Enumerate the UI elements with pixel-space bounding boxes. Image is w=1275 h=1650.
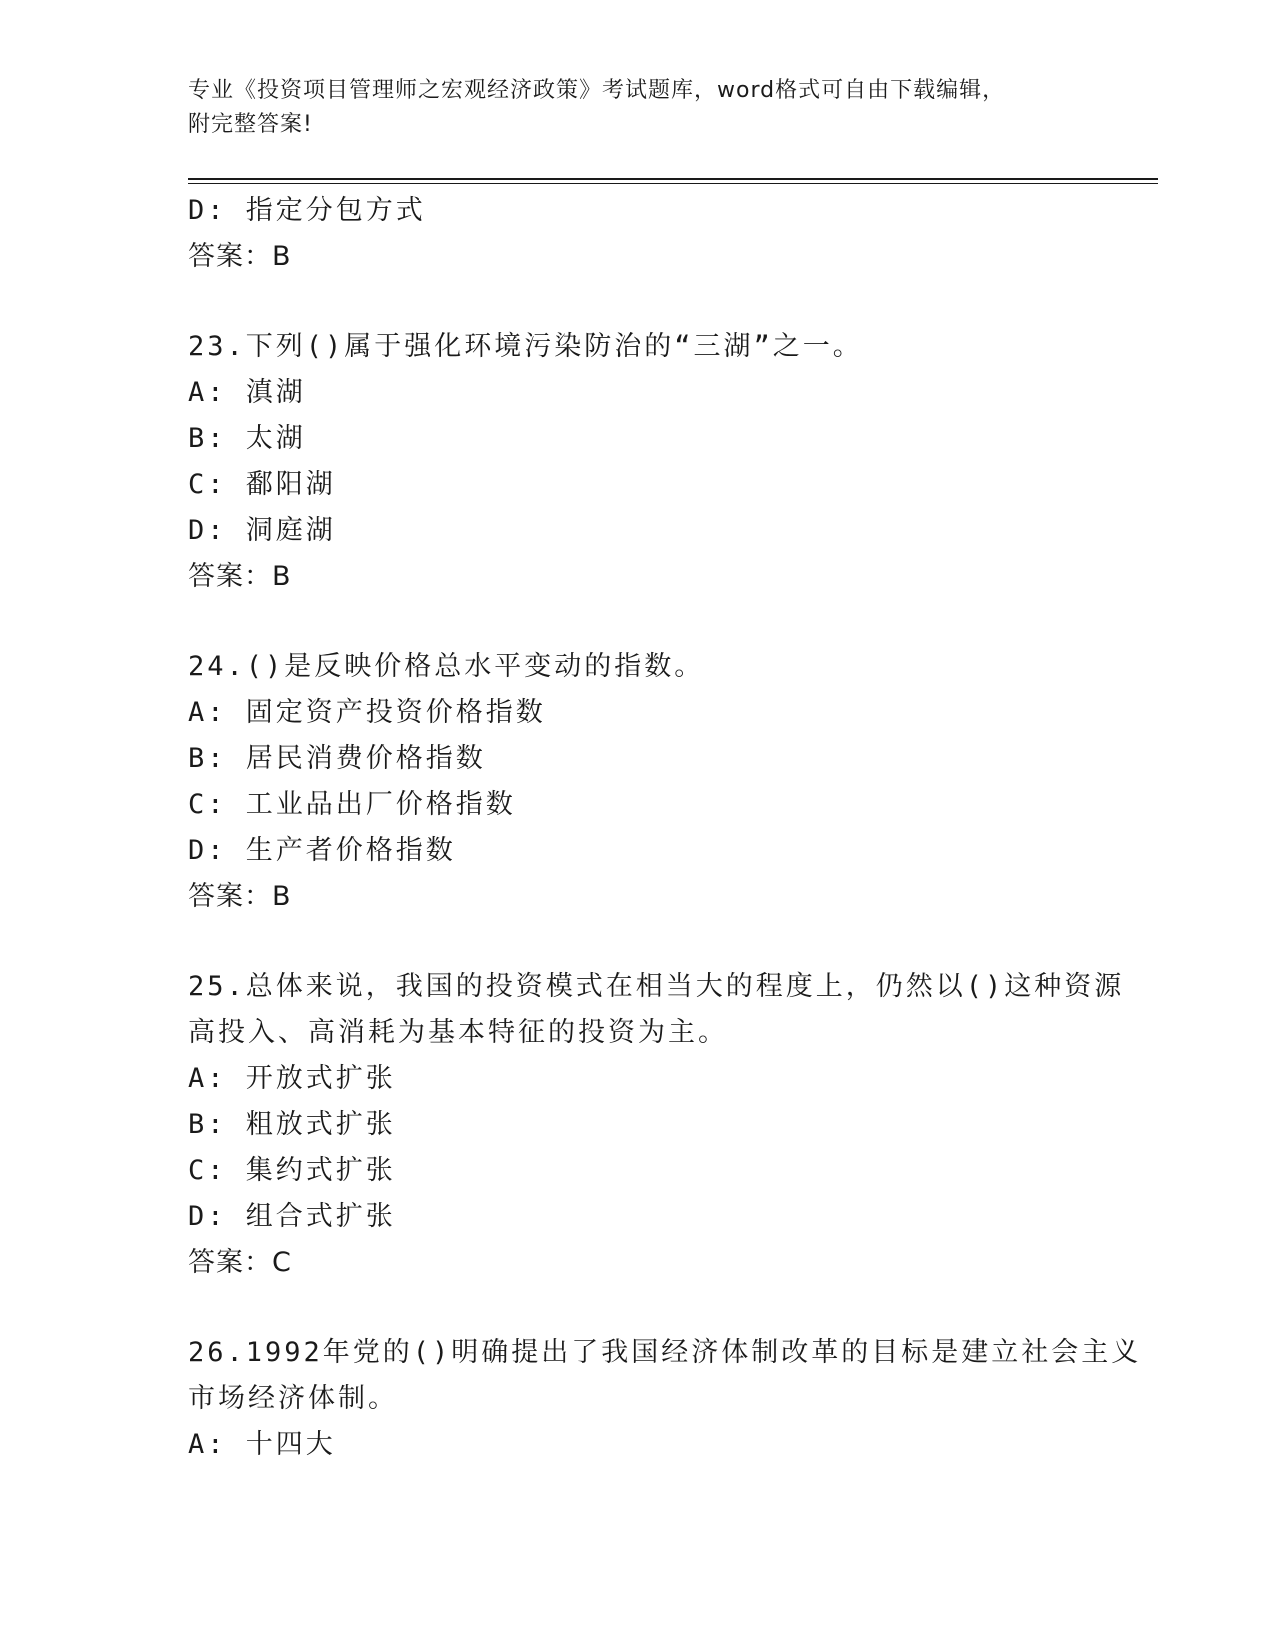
question-23-option-b: B: 太湖 [188,423,306,454]
header-line-2: 附完整答案! [188,112,313,137]
question-26 [188,1330,1142,1468]
header-divider-thin [188,183,1158,184]
question-25-option-a: A: 开放式扩张 [188,1063,396,1094]
question-23-option-d: D: 洞庭湖 [188,515,336,546]
question-25-option-d: D: 组合式扩张 [188,1201,396,1232]
question-list [188,188,1142,1468]
document-header [188,74,1088,142]
question-25-text-line-1: 25.总体来说，我国的投资模式在相当大的程度上，仍然以()这种资源 [188,971,1125,1002]
question-26-option-a: A: 十四大 [188,1429,336,1460]
question-24-option-a: A: 固定资产投资价格指数 [188,697,546,728]
question-23 [188,324,1108,600]
question-26-text-line-2: 市场经济体制。 [188,1383,398,1414]
option-d-carryover: D: 指定分包方式 [188,195,426,226]
question-24-option-c: C: 工业品出厂价格指数 [188,789,516,820]
answer-carryover: 答案：B [188,241,292,272]
header-line-1: 专业《投资项目管理师之宏观经济政策》考试题库，word格式可自由下载编辑， [188,78,1006,103]
question-25-option-b: B: 粗放式扩张 [188,1109,396,1140]
question-25-answer: 答案：C [188,1247,292,1278]
question-23-text: 23.下列()属于强化环境污染防治的“三湖”之一。 [188,331,863,362]
spacer [188,1286,1108,1330]
question-26-text-line-1: 26.1992年党的()明确提出了我国经济体制改革的目标是建立社会主义 [188,1337,1142,1368]
spacer [188,280,1108,324]
question-24-option-b: B: 居民消费价格指数 [188,743,486,774]
question-24-answer: 答案：B [188,881,292,912]
spacer [188,920,1108,964]
question-23-option-c: C: 鄱阳湖 [188,469,336,500]
question-23-answer: 答案：B [188,561,292,592]
question-24-text: 24.()是反映价格总水平变动的指数。 [188,651,705,682]
question-24-option-d: D: 生产者价格指数 [188,835,456,866]
spacer [188,600,1108,644]
header-divider-thick [188,178,1158,180]
question-25-option-c: C: 集约式扩张 [188,1155,396,1186]
question-24 [188,644,1108,920]
question-25-text-line-2: 高投入、高消耗为基本特征的投资为主。 [188,1017,728,1048]
question-25 [188,964,1125,1286]
question-23-option-a: A: 滇湖 [188,377,306,408]
